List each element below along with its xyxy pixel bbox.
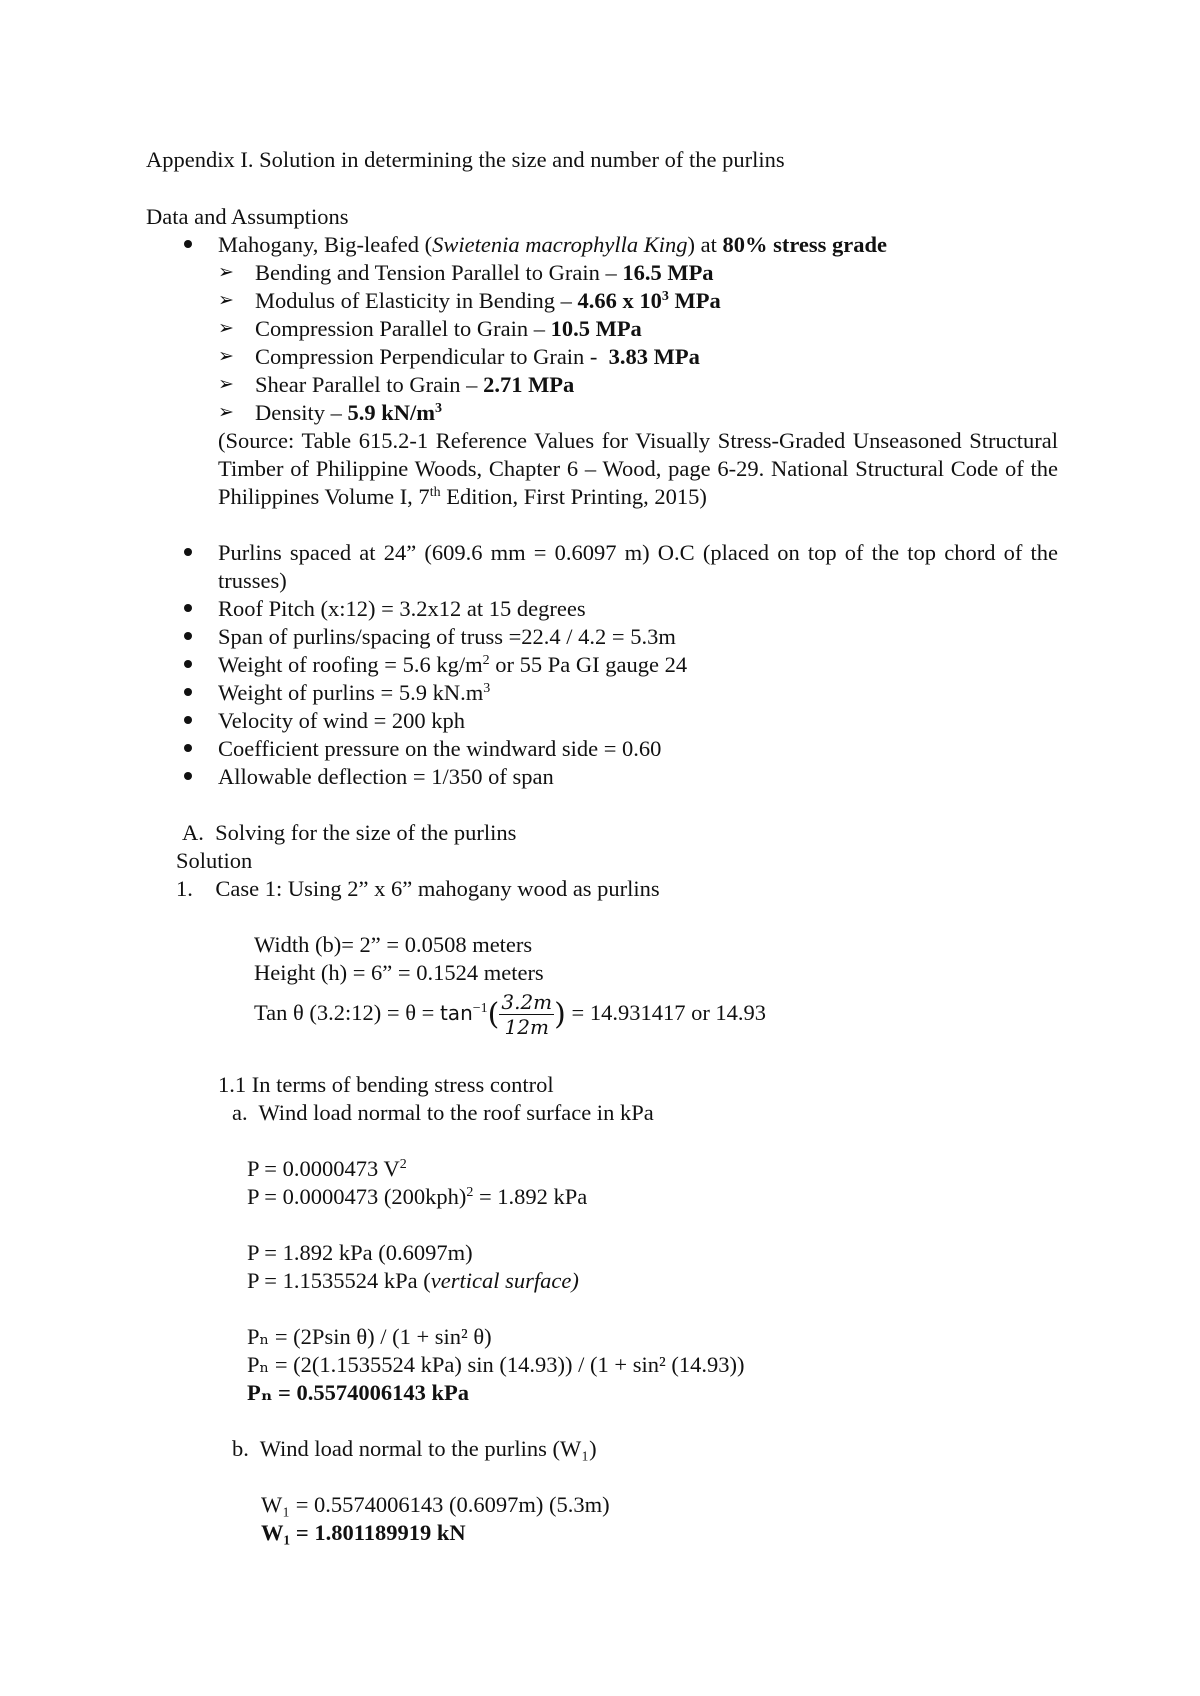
assumption-purlin-spacing: Purlins spaced at 24” (609.6 mm = 0.6097 m) O.C (placed on top of the top chord of the trusses) bbox=[218, 540, 1058, 593]
arrow-bullet-icon: ➢ bbox=[218, 262, 234, 283]
bullet-dot bbox=[184, 632, 192, 640]
assumption-pressure-coefficient: Coefficient pressure on the windward side = 0.60 bbox=[218, 736, 662, 761]
height-line: Height (h) = 6” = 0.1524 meters bbox=[254, 960, 544, 985]
bullet-dot bbox=[184, 688, 192, 696]
assumption-span: Span of purlins/spacing of truss =22.4 / 4.2 = 5.3m bbox=[218, 624, 676, 649]
appendix-heading: Appendix I. Solution in determining the size and number of the purlins bbox=[146, 147, 785, 172]
subsection-1-1: 1.1 In terms of bending stress control bbox=[218, 1072, 554, 1097]
normal-pressure-result: Pₙ = 0.5574006143 kPa bbox=[247, 1380, 470, 1405]
arrow-bullet-icon: ➢ bbox=[218, 346, 234, 367]
pressure-calculation: P = 0.0000473 $(200kph)^2 = 1.892$ kPa bbox=[247, 1184, 588, 1209]
property-compression-parallel: Compression Parallel to Grain – 10.5 MPa bbox=[255, 316, 642, 341]
pressure-formula: P = 0.0000473 $V^2$ bbox=[247, 1156, 407, 1181]
assumption-roofing-weight: Weight of roofing = 5.6 $kg/m^2$ or 55 Pa GI gauge 24 bbox=[218, 652, 688, 677]
arrow-bullet-icon: ➢ bbox=[218, 290, 234, 311]
arrow-bullet-icon: ➢ bbox=[218, 318, 234, 339]
normal-pressure-calculation: Pₙ = (2(1.1535524 kPa) sin (14.93)) / (1 + sin² (14.93)) bbox=[247, 1352, 745, 1377]
bullet-dot bbox=[184, 604, 192, 612]
subsection-b: b. Wind load normal to the purlins (W₁) bbox=[232, 1436, 597, 1461]
bullet-dot bbox=[184, 240, 192, 248]
property-modulus: Modulus of Elasticity in Bending – 4.66 x $10^3$ MPa bbox=[255, 288, 721, 313]
property-compression-perpendicular: Compression Perpendicular to Grain - 3.83 MPa bbox=[255, 344, 700, 369]
normal-pressure-formula: Pₙ = (2Psin θ) / (1 + sin² θ) bbox=[247, 1324, 492, 1349]
section-a-heading: A. Solving for the size of the purlins bbox=[182, 820, 517, 845]
data-section-title: Data and Assumptions bbox=[146, 204, 349, 229]
species-line: Mahogany, Big-leafed (Swietenia macrophylla King) at 80% stress grade bbox=[218, 232, 888, 257]
assumption-purlin-weight: Weight of purlins = 5.9 $kN.m^3$ bbox=[218, 680, 491, 705]
assumption-wind-velocity: Velocity of wind = 200 kph bbox=[218, 708, 466, 733]
source-citation: (Source: Table 615.2-1 Reference Values for Visually Stress-Graded Unseasoned Structural Timber of Philippine Woods, Chapter 6 – Wood, page 6-29. National Structural Code of the Philippines Volume I, 7th Edition, First Printing, 2015) bbox=[218, 428, 1058, 509]
wind-load-calculation: W₁ = 0.5574006143 (0.6097m) (5.3m) bbox=[261, 1492, 610, 1517]
wind-load-result: W₁ = 1.801189919 kN bbox=[261, 1520, 466, 1545]
pressure-times-spacing: P = 1.892 kPa (0.6097m) bbox=[247, 1240, 473, 1265]
assumption-deflection: Allowable deflection = 1/350 of span bbox=[218, 764, 554, 789]
bullet-dot bbox=[184, 660, 192, 668]
bullet-dot bbox=[184, 772, 192, 780]
tan-equation: Tan θ (3.2:12) = $\theta = \tan^{-1}$( $\frac{3.2m}{12m}$ ) = 14.931417 or 14.93 bbox=[254, 990, 767, 1040]
arrow-bullet-icon: ➢ bbox=[218, 374, 234, 395]
fraction: $\frac{3.2m}{12m}$ bbox=[501, 990, 553, 1040]
bullet-dot bbox=[184, 744, 192, 752]
assumption-roof-pitch: Roof Pitch (x:12) = 3.2x12 at 15 degrees bbox=[218, 596, 586, 621]
width-line: Width (b)= 2” = 0.0508 meters bbox=[254, 932, 533, 957]
property-bending: Bending and Tension Parallel to Grain – 16.5 MPa bbox=[255, 260, 714, 285]
arrow-bullet-icon: ➢ bbox=[218, 402, 234, 423]
case-1-heading: 1. Case 1: Using 2” x 6” mahogany wood as purlins bbox=[176, 876, 660, 901]
property-shear: Shear Parallel to Grain – 2.71 MPa bbox=[255, 372, 575, 397]
pressure-vertical-surface: P = 1.1535524 kPa (vertical surface) bbox=[247, 1268, 579, 1293]
bullet-dot bbox=[184, 716, 192, 724]
bullet-dot bbox=[184, 548, 192, 556]
solution-label: Solution bbox=[176, 848, 253, 873]
subsection-a: a. Wind load normal to the roof surface in kPa bbox=[232, 1100, 654, 1125]
property-density: Density – 5.9 $kN/m^3$ bbox=[255, 400, 443, 425]
